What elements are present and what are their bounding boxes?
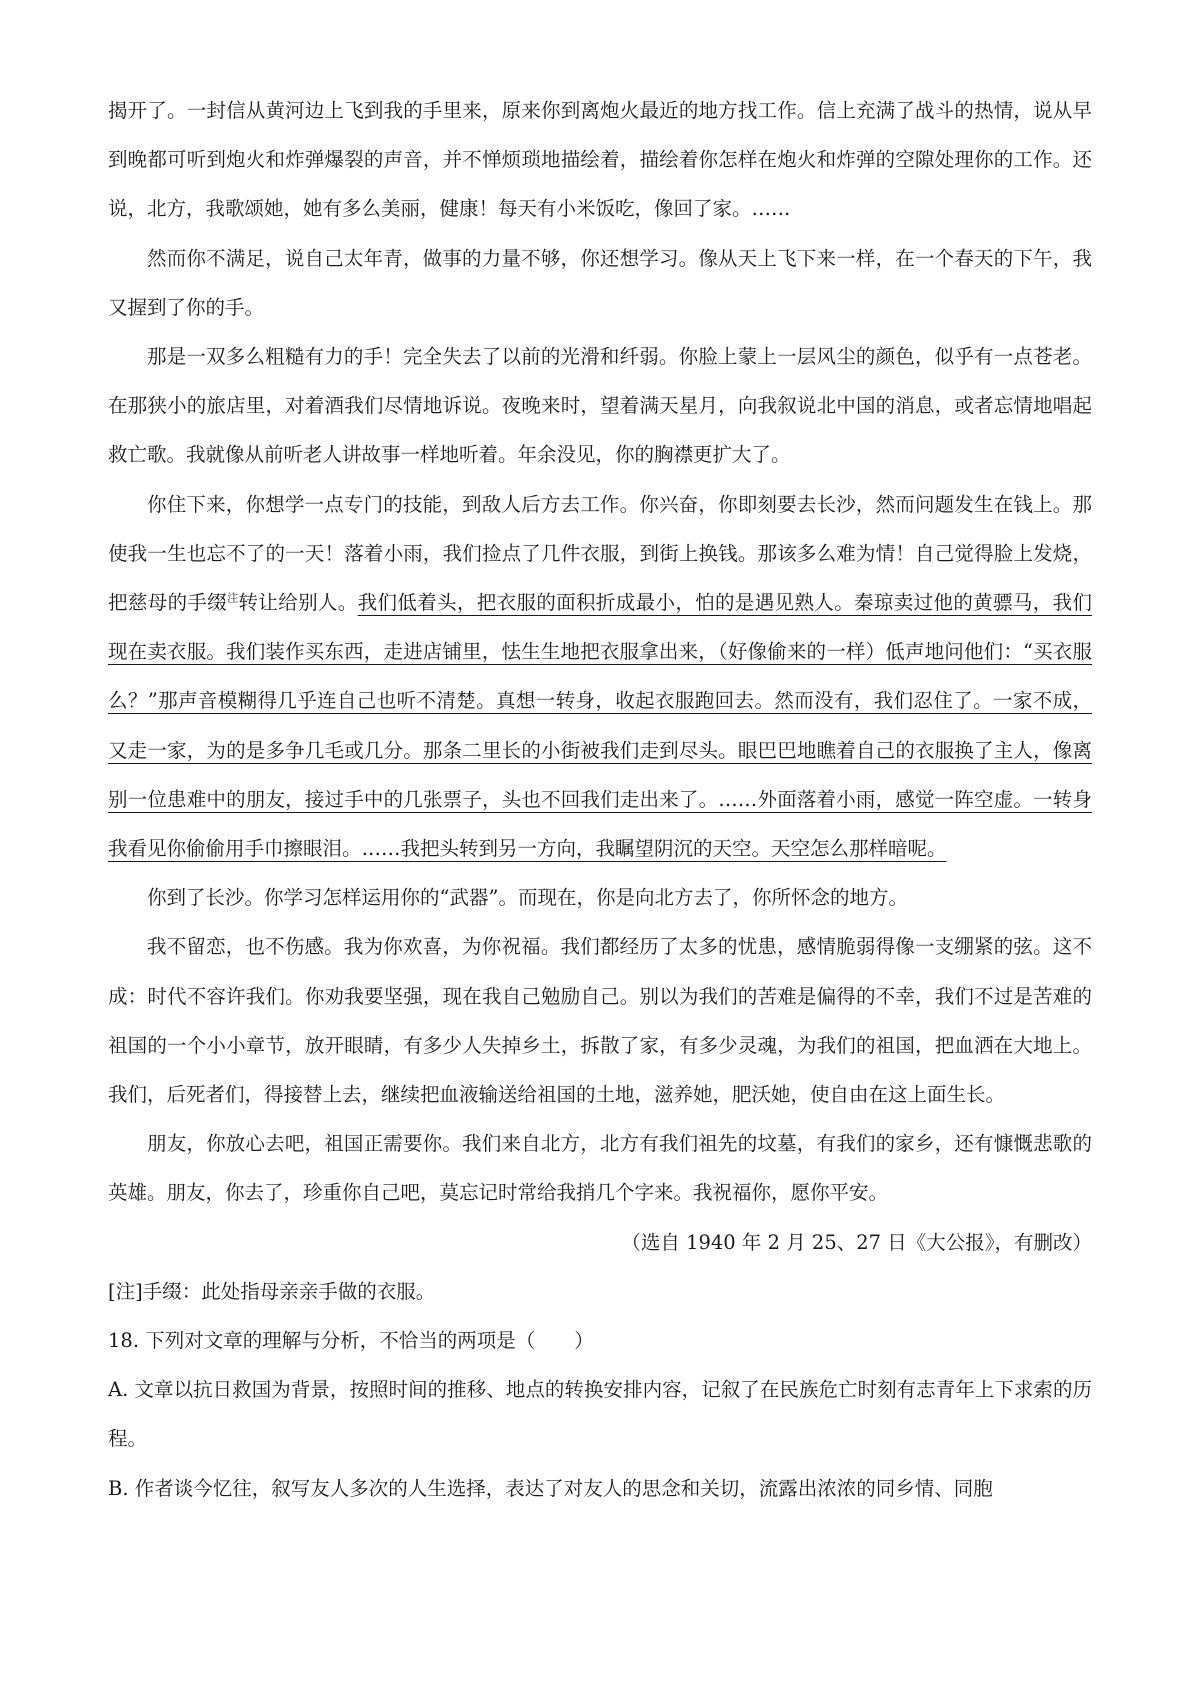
- option-b: B. 作者谈今忆往，叙写友人多次的人生选择，表达了对友人的思念和关切，流露出浓浓的同乡情、同胞: [108, 1476, 993, 1500]
- paragraph-6: 我不留恋，也不伤感。我为你欢喜，为你祝福。我们都经历了太多的忧患，感情脆弱得像一支绷紧的弦。这不成：时代不容许我们。你劝我要坚强，现在我自己勉励自己。别以为我们的苦难是偏得的不幸，我们不过是苦难的祖国的一个小小章节，放开眼睛，有多少人失掉乡土，拆散了家，有多少灵魂，为我们的祖国，把血洒在大地上。我们，后死者们，得接替上去，继续把血液输送给祖国的土地，滋养她，肥沃她，使自由在这上面生长。: [108, 935, 1092, 1107]
- footnote-marker: 注: [227, 591, 239, 605]
- question-18-stem: 18. 下列对文章的理解与分析，不恰当的两项是（ ）: [108, 1329, 594, 1353]
- footnote: [注]手缀：此处指母亲亲手做的衣服。: [108, 1279, 436, 1303]
- paragraph-1: 揭开了。一封信从黄河边上飞到我的手里来，原来你到离炮火最近的地方找工作。信上充满了战斗的热情，说从早到晚都可听到炮火和炸弹爆裂的声音，并不惮烦琐地描绘着，描绘着你怎样在炮火和炸弹的空隙处理你的工作。还说，北方，我歌颂她，她有多么美丽，健康！每天有小米饭吃，像回了家。……: [108, 99, 1092, 221]
- paragraph-4-text-a: 你住下来，你想学一点专门的技能，到敌人后方去工作。你兴奋，你即刻要去长沙，然而问题发生在钱上。那使我一生也忘不了的一天！落着小雨，我们捡点了几件衣服，到街上换钱。那该多么难为情！自己觉得脸上发烧，把慈母的手缀: [108, 492, 1092, 615]
- paragraph-4: [108, 480, 1092, 874]
- underlined-passage: 我们低着头，把衣服的面积折成最小，怕的是遇见熟人。秦琼卖过他的黄骠马，我们现在卖衣服。我们装作买东西，走进店铺里，怯生生地把衣服拿出来，（好像偷来的一样）低声地问他们：“买衣服么？”那声音模糊得几乎连自己也听不清楚。真想一转身，收起衣服跑回去。然而没有，我们忍住了。一家不成，又走一家，为的是多争几毛或几分。那条二里长的小街被我们走到尽头。眼巴巴地瞧着自己的衣服换了主人，像离别一位患难中的朋友，接过手中的几张票子，头也不回我们走出来了。……外面落着小雨，感觉一阵空虚。一转身我看见你偷偷用手巾擦眼泪。……我把头转到另一方向，我瞩望阴沉的天空。天空怎么那样暗呢。: [108, 591, 1092, 861]
- paragraph-4-text-b: 转让给别人。: [238, 591, 358, 615]
- reading-passage: [108, 86, 1092, 1513]
- option-a: A. 文章以抗日救国为背景，按照时间的推移、地点的转换安排内容，记叙了在民族危亡时刻有志青年上下求索的历程。: [108, 1378, 1092, 1451]
- paragraph-7: 朋友，你放心去吧，祖国正需要你。我们来自北方，北方有我们祖先的坟墓，有我们的家乡，还有慷慨悲歌的英雄。朋友，你去了，珍重你自己吧，莫忘记时常给我捎几个字来。我祝福你，愿你平安。: [108, 1132, 1092, 1205]
- paragraph-5: 你到了长沙。你学习怎样运用你的“武器”。而现在，你是向北方去了，你所怀念的地方。: [147, 886, 908, 910]
- paragraph-2: 然而你不满足，说自己太年青，做事的力量不够，你还想学习。像从天上飞下来一样，在一个春天的下午，我又握到了你的手。: [108, 246, 1092, 319]
- passage-source: （选自 1940 年 2 月 25、27 日《大公报》，有删改）: [621, 1230, 1092, 1254]
- paragraph-3: 那是一双多么粗糙有力的手！完全失去了以前的光滑和纤弱。你脸上蒙上一层风尘的颜色，似乎有一点苍老。在那狭小的旅店里，对着酒我们尽情地诉说。夜晚来时，望着满天星月，向我叙说北中国的消息，或者忘情地唱起救亡歌。我就像从前听老人讲故事一样地听着。年余没见，你的胸襟更扩大了。: [108, 345, 1092, 467]
